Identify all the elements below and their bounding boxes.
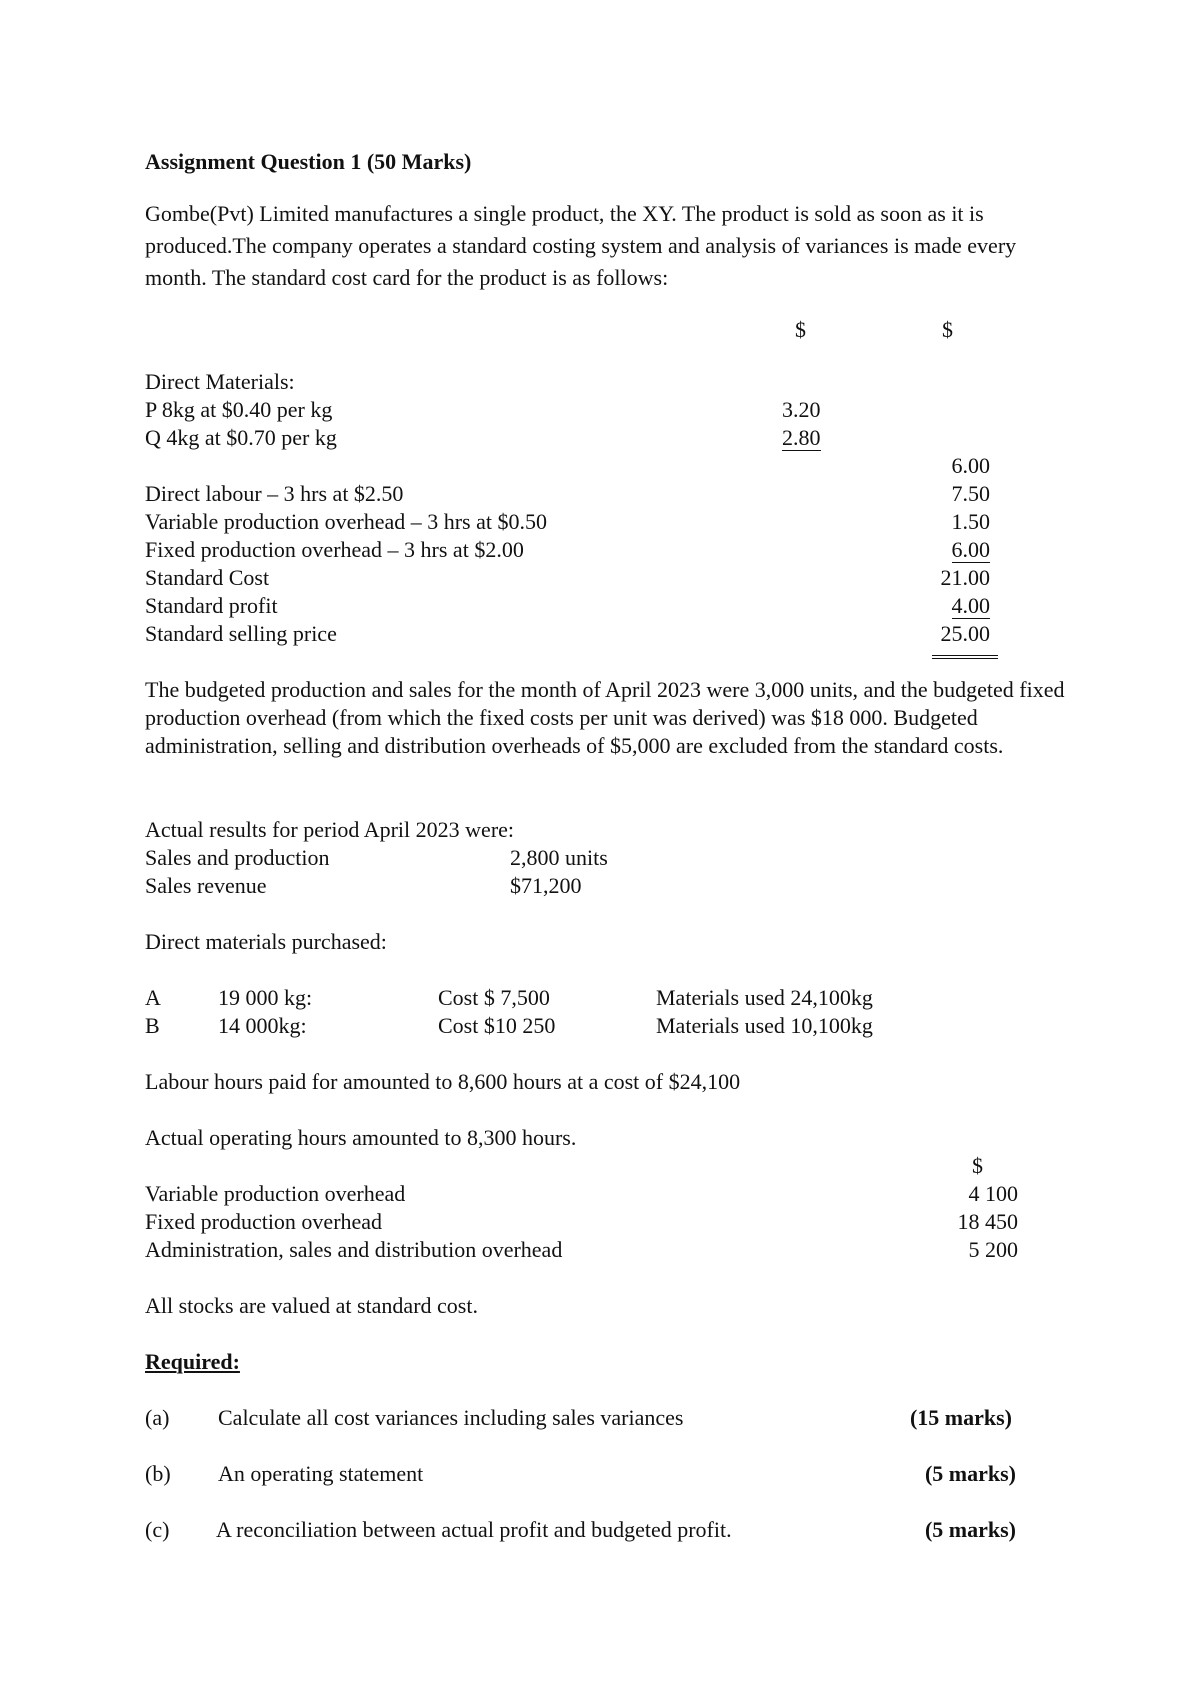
overhead-value: 18 450 bbox=[957, 1209, 1018, 1234]
materials-heading: Direct Materials: bbox=[145, 369, 295, 394]
fixed-overhead-value-wrap bbox=[900, 536, 990, 564]
operating-hours-paragraph: Actual operating hours amounted to 8,300 hours. bbox=[145, 1125, 577, 1150]
cost-card-col1-header: $ bbox=[795, 317, 806, 342]
standard-profit-value-wrap bbox=[900, 592, 990, 620]
cost-card-col2-header: $ bbox=[942, 317, 953, 342]
labour-hours-paragraph: Labour hours paid for amounted to 8,600 hours at a cost of $24,100 bbox=[145, 1069, 741, 1094]
material-q-label: Q 4kg at $0.70 per kg bbox=[145, 425, 337, 450]
material-q-value: 2.80 bbox=[782, 425, 821, 450]
labour-value: 7.50 bbox=[951, 481, 990, 506]
overhead-label: Fixed production overhead bbox=[145, 1209, 383, 1234]
required-heading: Required: bbox=[145, 1349, 240, 1374]
material-used: Materials used 10,100kg bbox=[656, 1013, 873, 1038]
variable-overhead-label: Variable production overhead – 3 hrs at $0.50 bbox=[145, 509, 547, 534]
fixed-overhead-value: 6.00 bbox=[951, 537, 990, 562]
overhead-value: 4 100 bbox=[968, 1181, 1018, 1206]
material-q-value-wrap bbox=[782, 424, 821, 452]
material-code: B bbox=[145, 1013, 160, 1038]
actual-results-heading: Actual results for period April 2023 were: bbox=[145, 817, 515, 842]
sales-revenue-value: $71,200 bbox=[510, 873, 582, 898]
standard-price-label: Standard selling price bbox=[145, 621, 337, 646]
variable-overhead-value: 1.50 bbox=[951, 509, 990, 534]
material-used: Materials used 24,100kg bbox=[656, 985, 873, 1010]
materials-purchased-heading: Direct materials purchased: bbox=[145, 929, 387, 954]
standard-cost-label: Standard Cost bbox=[145, 565, 270, 590]
material-code: A bbox=[145, 985, 161, 1010]
fixed-overhead-label: Fixed production overhead – 3 hrs at $2.00 bbox=[145, 537, 524, 562]
stocks-paragraph: All stocks are valued at standard cost. bbox=[145, 1293, 478, 1318]
material-qty: 19 000 kg: bbox=[218, 985, 313, 1010]
material-p-value: 3.20 bbox=[782, 397, 821, 422]
required-item-text: An operating statement bbox=[218, 1461, 424, 1486]
required-item-letter: (b) bbox=[145, 1461, 171, 1486]
double-underline bbox=[932, 655, 998, 659]
material-cost: Cost $10 250 bbox=[438, 1013, 556, 1038]
sales-production-label: Sales and production bbox=[145, 845, 330, 870]
required-item-text: Calculate all cost variances including sales variances bbox=[218, 1405, 684, 1430]
standard-profit-value: 4.00 bbox=[951, 593, 990, 618]
overhead-value: 5 200 bbox=[968, 1237, 1018, 1262]
required-item-letter: (c) bbox=[145, 1517, 170, 1542]
required-item-text: A reconciliation between actual profit and budgeted profit. bbox=[216, 1517, 732, 1542]
required-item-marks: (5 marks) bbox=[924, 1461, 1016, 1486]
overhead-label: Variable production overhead bbox=[145, 1181, 406, 1206]
standard-price-value: 25.00 bbox=[940, 621, 990, 646]
required-item-marks: (5 marks) bbox=[924, 1517, 1016, 1542]
sales-production-value: 2,800 units bbox=[510, 845, 608, 870]
standard-cost-value: 21.00 bbox=[940, 565, 990, 590]
material-p-label: P 8kg at $0.40 per kg bbox=[145, 397, 333, 422]
material-cost: Cost $ 7,500 bbox=[438, 985, 550, 1010]
material-qty: 14 000kg: bbox=[218, 1013, 307, 1038]
intro-paragraph: Gombe(Pvt) Limited manufactures a single product, the XY. The product is sold as soon as it is produced.The company operates a standard costing system and analysis of variances is made every month. The standard cost card for the product is as follows: bbox=[145, 201, 1017, 290]
labour-label: Direct labour – 3 hrs at $2.50 bbox=[145, 481, 404, 506]
sales-revenue-label: Sales revenue bbox=[145, 873, 267, 898]
overhead-label: Administration, sales and distribution overhead bbox=[145, 1237, 563, 1262]
required-item-letter: (a) bbox=[145, 1405, 170, 1430]
budget-paragraph: The budgeted production and sales for the month of April 2023 were 3,000 units, and the budgeted fixed production overhead (from which the fixed costs per unit was derived) was $18 000. Budgeted administration, selling and distribution overheads of $5,000 are excluded from the standard costs. bbox=[145, 677, 1065, 758]
required-item-marks: (15 marks) bbox=[909, 1405, 1012, 1430]
standard-profit-label: Standard profit bbox=[145, 593, 278, 618]
materials-total: 6.00 bbox=[951, 453, 990, 478]
overheads-header: $ bbox=[972, 1153, 983, 1178]
page-title: Assignment Question 1 (50 Marks) bbox=[145, 149, 472, 174]
